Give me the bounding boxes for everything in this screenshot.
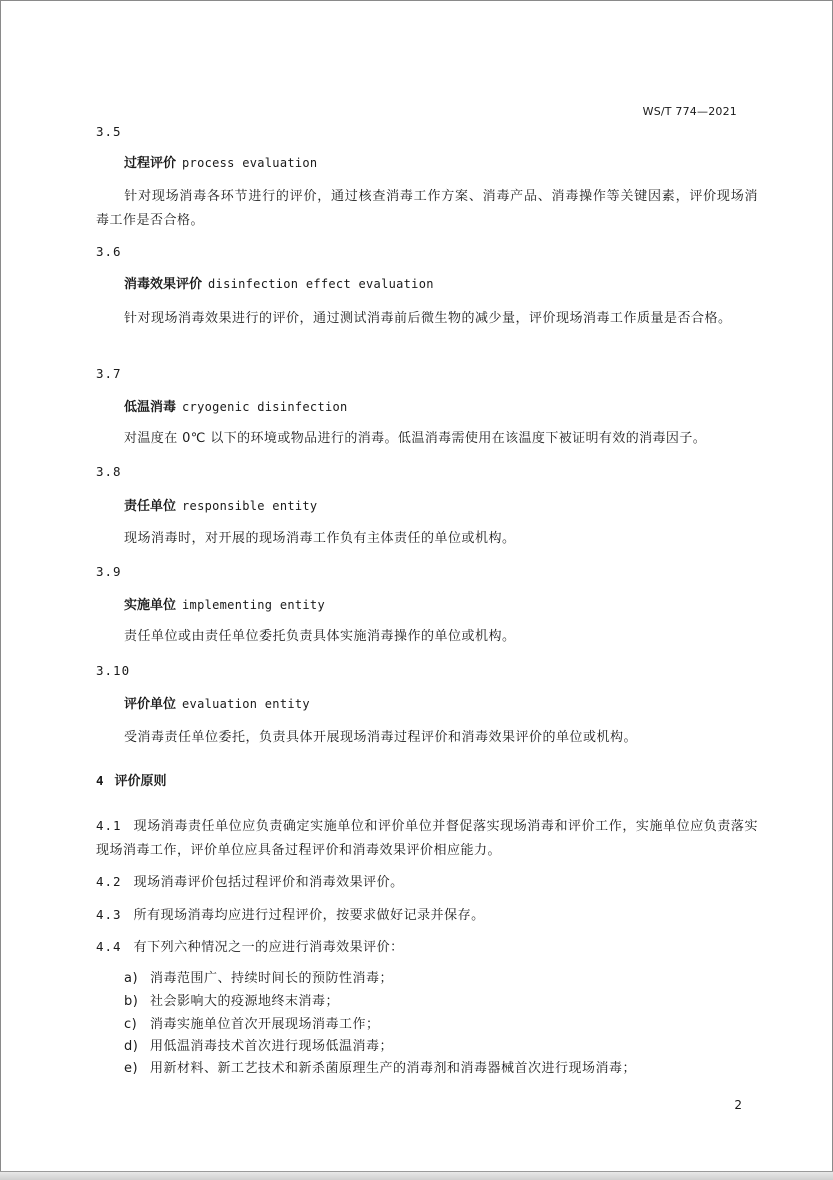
clause-4-3 bbox=[96, 905, 485, 926]
clause-text: 所有现场消毒均应进行过程评价，按要求做好记录并保存。 bbox=[133, 908, 485, 923]
clause-number: 4.4 bbox=[96, 939, 122, 954]
term-zh: 消毒效果评价 bbox=[124, 277, 203, 292]
term-zh: 实施单位 bbox=[124, 598, 177, 613]
term-zh: 责任单位 bbox=[124, 499, 177, 514]
list-text: 社会影响大的疫源地终末消毒； bbox=[150, 994, 340, 1009]
list-mark: d) bbox=[124, 1039, 139, 1054]
section-number: 4 bbox=[96, 773, 105, 788]
clause-number: 4.1 bbox=[96, 818, 122, 833]
clause-text: 有下列六种情况之一的应进行消毒效果评价： bbox=[133, 940, 404, 955]
clause-4-1 bbox=[96, 814, 758, 863]
definition-text: 针对现场消毒各环节进行的评价，通过核查消毒工作方案、消毒产品、消毒操作等关键因素，评价现场消毒工作是否合格。 bbox=[96, 189, 758, 228]
term-number: 3.7 bbox=[96, 366, 122, 381]
term-title bbox=[124, 153, 317, 174]
term-number: 3.8 bbox=[96, 464, 122, 479]
list-item bbox=[124, 969, 393, 989]
clause-4-2 bbox=[96, 872, 404, 893]
term-number: 3.10 bbox=[96, 663, 131, 678]
term-en: cryogenic disinfection bbox=[182, 400, 348, 414]
standard-code: WS/T 774—2021 bbox=[642, 105, 737, 118]
clause-4-4 bbox=[96, 937, 404, 958]
term-number: 3.9 bbox=[96, 564, 122, 579]
term-zh: 过程评价 bbox=[124, 156, 177, 171]
clause-text: 现场消毒评价包括过程评价和消毒效果评价。 bbox=[133, 875, 404, 890]
list-mark: e) bbox=[124, 1061, 139, 1076]
term-zh: 低温消毒 bbox=[124, 400, 177, 415]
clause-number: 4.3 bbox=[96, 907, 122, 922]
term-en: implementing entity bbox=[182, 598, 325, 612]
clause-text: 现场消毒责任单位应负责确定实施单位和评价单位并督促落实现场消毒和评价工作，实施单位应负责落实现场消毒工作，评价单位应具备过程评价和消毒效果评价相应能力。 bbox=[96, 819, 758, 858]
list-text: 用新材料、新工艺技术和新杀菌原理生产的消毒剂和消毒器械首次进行现场消毒； bbox=[150, 1061, 637, 1076]
list-mark: b) bbox=[124, 994, 139, 1009]
list-item bbox=[124, 1037, 393, 1057]
section-title: 评价原则 bbox=[114, 774, 167, 789]
term-definition bbox=[96, 307, 758, 331]
clause-number: 4.2 bbox=[96, 874, 122, 889]
term-en: responsible entity bbox=[182, 499, 318, 513]
definition-text: 针对现场消毒效果进行的评价，通过测试消毒前后微生物的减少量，评价现场消毒工作质量是否合格。 bbox=[124, 311, 732, 326]
term-definition: 责任单位或由责任单位委托负责具体实施消毒操作的单位或机构。 bbox=[124, 629, 516, 644]
list-mark: a) bbox=[124, 971, 139, 986]
list-text: 消毒实施单位首次开展现场消毒工作； bbox=[150, 1017, 380, 1032]
list-item bbox=[124, 992, 339, 1012]
page-number: 2 bbox=[734, 1098, 742, 1112]
section-heading bbox=[96, 771, 167, 792]
term-definition bbox=[96, 185, 758, 233]
term-en: process evaluation bbox=[182, 156, 318, 170]
term-en: disinfection effect evaluation bbox=[208, 277, 434, 291]
list-text: 消毒范围广、持续时间长的预防性消毒； bbox=[150, 971, 394, 986]
term-title bbox=[124, 274, 434, 295]
term-zh: 评价单位 bbox=[124, 697, 177, 712]
term-definition: 对温度在 0℃ 以下的环境或物品进行的消毒。低温消毒需使用在该温度下被证明有效的消毒因子。 bbox=[124, 431, 707, 446]
term-definition: 现场消毒时，对开展的现场消毒工作负有主体责任的单位或机构。 bbox=[124, 531, 516, 546]
term-title bbox=[124, 397, 348, 418]
term-title bbox=[124, 595, 325, 616]
list-mark: c) bbox=[124, 1017, 138, 1032]
term-number: 3.6 bbox=[96, 244, 122, 259]
list-item bbox=[124, 1015, 380, 1035]
term-en: evaluation entity bbox=[182, 697, 310, 711]
term-title bbox=[124, 496, 317, 517]
term-title bbox=[124, 694, 310, 715]
list-item bbox=[124, 1059, 636, 1079]
list-text: 用低温消毒技术首次进行现场低温消毒； bbox=[150, 1039, 394, 1054]
term-number: 3.5 bbox=[96, 124, 122, 139]
term-definition: 受消毒责任单位委托，负责具体开展现场消毒过程评价和消毒效果评价的单位或机构。 bbox=[124, 730, 638, 745]
